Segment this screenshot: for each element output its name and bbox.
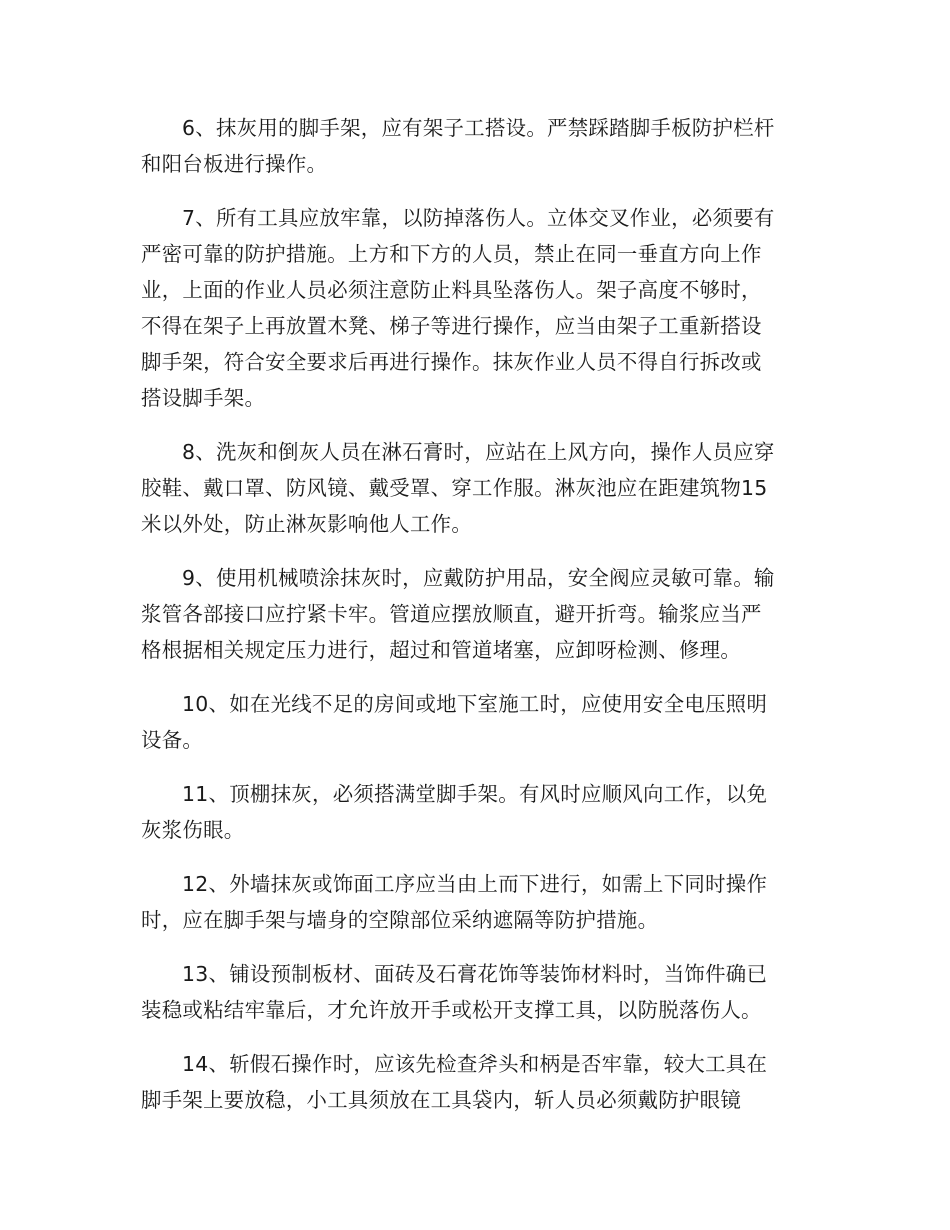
paragraph-item-12: [141, 866, 801, 938]
paragraph-line: 灰浆伤眼。: [141, 818, 245, 842]
paragraph-line: 9、使用机械喷涂抹灰时，应戴防护用品，安全阀应灵敏可靠。输: [182, 566, 775, 590]
paragraph-line: 7、所有工具应放牢靠，以防掉落伤人。立体交叉作业，必须要有: [182, 206, 775, 230]
paragraph-item-8: [141, 434, 801, 542]
paragraph-line: 6、抹灰用的脚手架，应有架子工搭设。严禁踩踏脚手板防护栏杆: [182, 116, 775, 140]
paragraph-item-10: [141, 686, 801, 758]
paragraph-line: 和阳台板进行操作。: [141, 152, 328, 176]
paragraph-line: 搭设脚手架。: [141, 386, 266, 410]
paragraph-line: 设备。: [141, 728, 204, 752]
paragraph-item-9: [141, 560, 801, 668]
paragraph-line: 8、洗灰和倒灰人员在淋石膏时，应站在上风方向，操作人员应穿: [182, 440, 775, 464]
paragraph-line: 米以外处，防止淋灰影响他人工作。: [141, 512, 473, 536]
paragraph-line: 脚手架，符合安全要求后再进行操作。抹灰作业人员不得自行拆改或: [141, 350, 762, 374]
paragraph-line: 11、顶棚抹灰，必须搭满堂脚手架。有风时应顺风向工作，以免: [182, 782, 768, 806]
paragraph-item-13: [141, 956, 801, 1028]
paragraph-item-11: [141, 776, 801, 848]
paragraph-line: 格根据相关规定压力进行，超过和管道堵塞，应卸呀检测、修理。: [141, 638, 742, 662]
paragraph-line: 12、外墙抹灰或饰面工序应当由上而下进行，如需上下同时操作: [182, 872, 768, 896]
paragraph-line: 装稳或粘结牢靠后，才允许放开手或松开支撑工具，以防脱落伤人。: [141, 998, 762, 1022]
paragraph-line: 胶鞋、戴口罩、防风镜、戴受罩、穿工作服。淋灰池应在距建筑物15: [141, 476, 768, 500]
paragraph-line: 严密可靠的防护措施。上方和下方的人员，禁止在同一垂直方向上作: [141, 242, 762, 266]
paragraph-line: 14、斩假石操作时，应该先检查斧头和柄是否牢靠，较大工具在: [182, 1052, 768, 1076]
paragraph-item-6: [141, 110, 801, 182]
paragraph-line: 不得在架子上再放置木凳、梯子等进行操作，应当由架子工重新搭设: [141, 314, 762, 338]
document-body: [141, 110, 801, 1136]
paragraph-item-14: [141, 1046, 801, 1118]
paragraph-line: 时，应在脚手架与墙身的空隙部位采纳遮隔等防护措施。: [141, 908, 659, 932]
paragraph-line: 脚手架上要放稳，小工具须放在工具袋内，斩人员必须戴防护眼镜: [141, 1088, 742, 1112]
paragraph-line: 业，上面的作业人员必须注意防止料具坠落伤人。架子高度不够时，: [141, 278, 762, 302]
paragraph-item-7: [141, 200, 801, 416]
paragraph-line: 浆管各部接口应拧紧卡牢。管道应摆放顺直，避开折弯。输浆应当严: [141, 602, 762, 626]
paragraph-line: 10、如在光线不足的房间或地下室施工时，应使用安全电压照明: [182, 692, 768, 716]
paragraph-line: 13、铺设预制板材、面砖及石膏花饰等装饰材料时，当饰件确已: [182, 962, 768, 986]
